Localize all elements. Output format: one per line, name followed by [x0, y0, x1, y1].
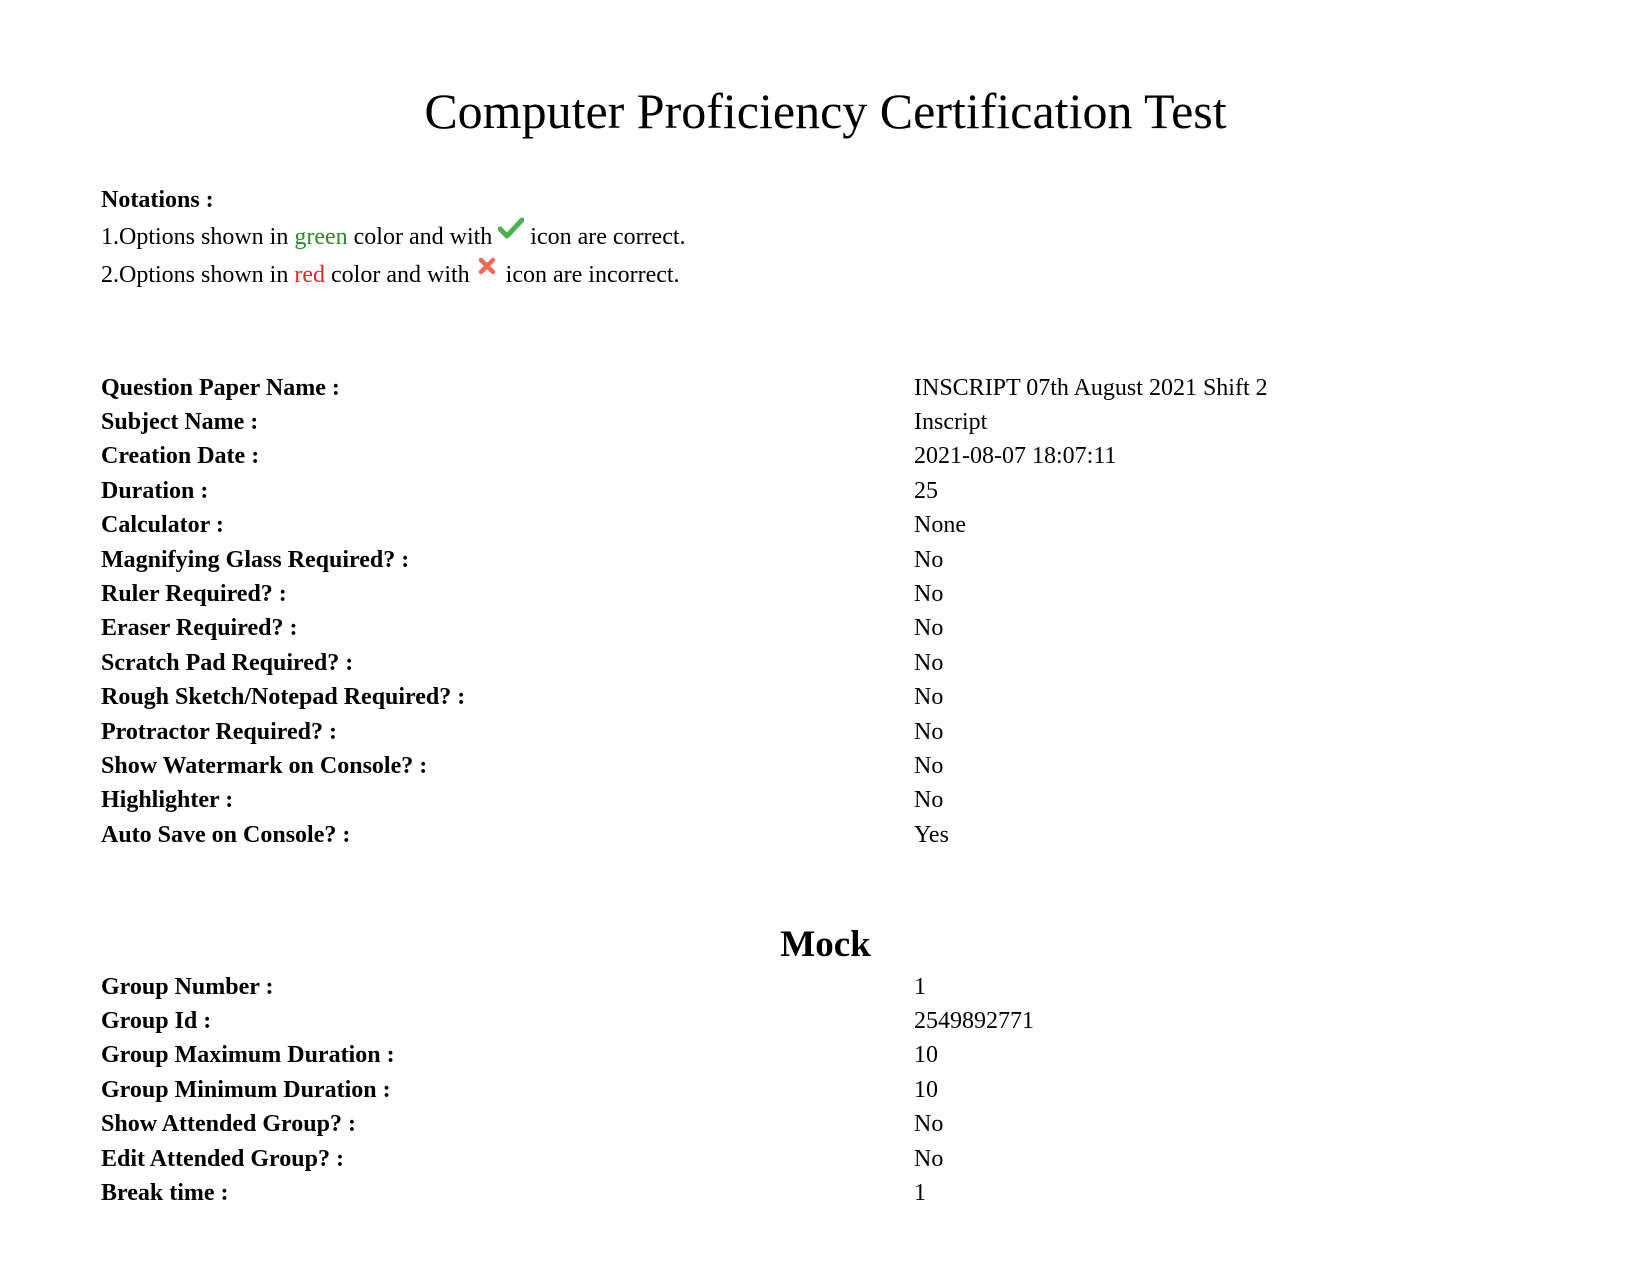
detail-value: No: [914, 581, 944, 608]
notation-incorrect-suffix: icon are incorrect.: [499, 261, 680, 288]
detail-row: [101, 405, 1521, 439]
detail-value: 1: [914, 973, 926, 1000]
section-title: Mock: [780, 924, 871, 965]
detail-value: No: [914, 684, 944, 711]
detail-row: [101, 784, 1521, 818]
detail-label: Auto Save on Console? :: [101, 821, 351, 848]
detail-value: No: [914, 649, 944, 676]
detail-value: None: [914, 512, 966, 539]
check-icon: [498, 214, 524, 251]
detail-value: No: [914, 1111, 944, 1138]
detail-label: Question Paper Name :: [101, 374, 340, 401]
detail-label: Subject Name :: [101, 409, 259, 436]
detail-label: Creation Date :: [101, 443, 260, 470]
detail-value: No: [914, 1145, 944, 1172]
detail-label: Eraser Required? :: [101, 615, 298, 642]
detail-label: Magnifying Glass Required? :: [101, 546, 410, 573]
notation-incorrect-prefix: 2.Options shown in: [101, 261, 295, 288]
notation-incorrect-color-word: red: [294, 261, 326, 288]
page-title: Computer Proficiency Certification Test: [424, 83, 1227, 139]
notation-correct-color-word: green: [294, 224, 348, 250]
detail-label: Ruler Required? :: [101, 581, 287, 608]
detail-row: [101, 1142, 1521, 1176]
detail-row: [101, 681, 1521, 715]
detail-label: Scratch Pad Required? :: [101, 649, 354, 676]
detail-row: [101, 646, 1521, 680]
notations-heading: Notations :: [101, 187, 214, 213]
detail-value: No: [914, 787, 944, 814]
detail-label: Group Maximum Duration :: [101, 1042, 395, 1069]
notation-incorrect-middle: color and with: [325, 261, 476, 288]
detail-value: No: [914, 718, 944, 745]
detail-label: Show Watermark on Console? :: [101, 752, 428, 779]
detail-label: Edit Attended Group? :: [101, 1145, 344, 1172]
detail-label: Group Id :: [101, 1008, 212, 1035]
detail-label: Show Attended Group? :: [101, 1111, 356, 1138]
notation-incorrect: [101, 257, 686, 295]
detail-row: [101, 1004, 1521, 1038]
detail-row: [101, 440, 1521, 474]
detail-label: Group Minimum Duration :: [101, 1076, 391, 1103]
detail-value: INSCRIPT 07th August 2021 Shift 2: [914, 374, 1268, 401]
detail-row: [101, 1039, 1521, 1073]
paper-details-table: [101, 371, 1521, 852]
detail-label: Group Number :: [101, 973, 274, 1000]
detail-row: [101, 715, 1521, 749]
detail-label: Duration :: [101, 477, 209, 504]
detail-row: [101, 1073, 1521, 1107]
detail-row: [101, 970, 1521, 1004]
cross-icon: [476, 252, 500, 289]
detail-value: No: [914, 546, 944, 573]
notations-block: [101, 182, 686, 295]
notation-correct-middle: color and with: [347, 224, 499, 250]
detail-value: 10: [914, 1042, 938, 1069]
detail-value: 2549892771: [914, 1008, 1034, 1035]
detail-row: [101, 1176, 1521, 1210]
notation-correct-prefix: 1.Options shown in: [101, 224, 295, 250]
detail-value: 25: [914, 477, 938, 504]
detail-value: 2021-08-07 18:07:11: [914, 443, 1117, 470]
notation-correct: [101, 219, 686, 257]
detail-value: 10: [914, 1076, 938, 1103]
detail-row: [101, 474, 1521, 508]
notation-correct-suffix: icon are correct.: [524, 224, 686, 250]
detail-label: Calculator :: [101, 512, 224, 539]
detail-value: Yes: [914, 821, 949, 848]
detail-row: [101, 612, 1521, 646]
detail-row: [101, 749, 1521, 783]
detail-label: Break time :: [101, 1180, 229, 1207]
detail-label: Protractor Required? :: [101, 718, 337, 745]
detail-row: [101, 818, 1521, 852]
detail-value: No: [914, 615, 944, 642]
detail-row: [101, 543, 1521, 577]
detail-value: Inscript: [914, 409, 988, 436]
detail-row: [101, 371, 1521, 405]
detail-row: [101, 509, 1521, 543]
detail-row: [101, 577, 1521, 611]
detail-row: [101, 1108, 1521, 1142]
detail-value: 1: [914, 1180, 926, 1207]
detail-value: No: [914, 752, 944, 779]
section-details-table: [101, 970, 1521, 1211]
detail-label: Rough Sketch/Notepad Required? :: [101, 684, 466, 711]
detail-label: Highlighter :: [101, 787, 234, 814]
